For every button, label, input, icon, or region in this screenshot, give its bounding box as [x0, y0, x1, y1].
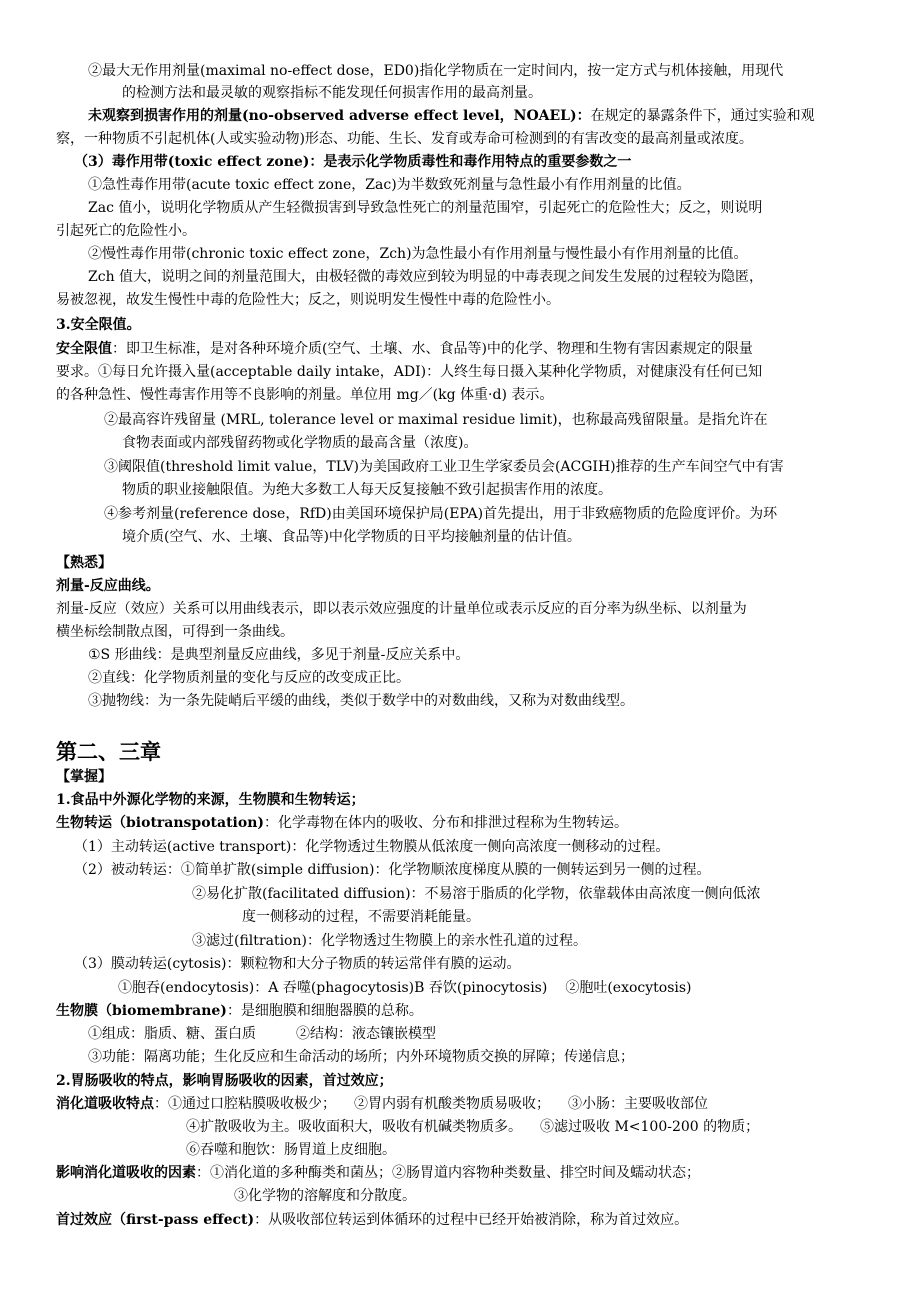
feature-2: ②胃内弱有机酸类物质易吸收；: [354, 1096, 550, 1112]
composition: ①组成：脂质、糖、蛋白质: [88, 1026, 256, 1042]
text-line: Zac 值小，说明化学物质从产生轻微损害到导致急性死亡的剂量范围窄，引起死亡的危险性大；反之，则说明: [88, 200, 763, 216]
term-absorption-features: 消化道吸收特点: [56, 1096, 154, 1112]
text-line: ②最大无作用剂量(maximal no-effect dose，ED0)指化学物质在一定时间内，按一定方式与机体接触，用现代: [88, 63, 784, 79]
text-line: ②慢性毒作用带(chronic toxic effect zone，Zch)为急性最小有作用剂量与慢性最小有作用剂量的比值。: [88, 246, 748, 262]
text-line: ②易化扩散(facilitated diffusion)：不易溶于脂质的化学物，依靠载体由高浓度一侧向低浓: [192, 886, 761, 902]
text-line: （3）膜动转运(cytosis)：颗粒物和大分子物质的转运常伴有膜的运动。: [74, 956, 521, 972]
section-heading-safety-limit: 3.安全限值。: [56, 317, 141, 333]
definition: ：①消化道的多种酶类和菌丛；②肠胃道内容物种类数量、排空时间及蠕动状态；: [196, 1165, 700, 1181]
section-heading-biotransport: 1.食品中外源化学物的来源，生物膜和生物转运；: [56, 792, 365, 808]
text-line: 横坐标绘制散点图，可得到一条曲线。: [56, 624, 294, 640]
chapter-heading: 第二、三章: [56, 739, 161, 764]
subheading-toxic-zone: （3）毒作用带(toxic effect zone)：是表示化学物质毒性和毒作用特点的重要参数之一: [74, 154, 632, 170]
text-line: [56, 1002, 870, 1020]
term-noael: 未观察到损害作用的剂量(no-observed adverse effect level，NOAEL)：: [88, 108, 591, 124]
text-line: 引起死亡的危险性小。: [56, 223, 196, 239]
text-line: ③滤过(filtration)：化学物透过生物膜上的亲水性孔道的过程。: [192, 933, 587, 949]
text-line: ③阈限值(threshold limit value，TLV)为美国政府工业卫生学家委员会(ACGIH)推荐的生产车间空气中有害: [104, 459, 784, 475]
definition: ：即卫生标准，是对各种环境介质(空气、土壤、水、食品等)中的化学、物理和生物有害因素规定的限量: [112, 341, 753, 357]
tag-master: 【掌握】: [56, 769, 112, 785]
feature-5: ⑤滤过吸收 M<100-200 的物质；: [540, 1119, 760, 1135]
text-line: ③化学物的溶解度和分散度。: [234, 1188, 416, 1204]
text-line: ②最高容许残留量 (MRL, tolerance level or maximal residue limit)，也称最高残留限量。是指允许在: [104, 412, 768, 428]
text-line: [88, 1025, 870, 1043]
section-heading-absorption: 2.胃肠吸收的特点，影响胃肠吸收的因素，首过效应；: [56, 1073, 393, 1089]
text-line: ①S 形曲线：是典型剂量反应曲线，多见于剂量-反应关系中。: [88, 647, 470, 663]
text-line: 度一侧移动的过程，不需要消耗能量。: [242, 909, 480, 925]
text-line: [56, 1164, 870, 1182]
feature-4: ④扩散吸收为主。吸收面积大，吸收有机碱类物质多。: [186, 1119, 522, 1135]
text-line: [118, 979, 870, 997]
tag-familiar: 【熟悉】: [56, 555, 112, 571]
term-first-pass: 首过效应（first-pass effect): [56, 1212, 255, 1228]
text-line: 食物表面或内部残留药物或化学物质的最高含量（浓度)。: [122, 435, 478, 451]
text-line: ⑥吞噬和胞饮：肠胃道上皮细胞。: [186, 1142, 396, 1158]
definition: 在规定的暴露条件下，通过实验和观: [590, 108, 815, 124]
text-line: （2）被动转运：①简单扩散(simple diffusion)：化学物顺浓度梯度从膜的一侧转运到另一侧的过程。: [74, 862, 711, 878]
definition: ：是细胞膜和细胞器膜的总称。: [226, 1003, 423, 1019]
definition: ：化学毒物在体内的吸收、分布和排泄过程称为生物转运。: [264, 815, 629, 831]
text-line: 物质的职业接触限值。为绝大多数工人每天反复接触不致引起损害作用的浓度。: [122, 482, 612, 498]
text-line: 境介质(空气、水、土壤、食品等)中化学物质的日平均接触剂量的估计值。: [122, 529, 581, 545]
text-line: [56, 340, 870, 358]
text-line: [88, 107, 870, 125]
text-line: [186, 1118, 870, 1136]
term-biomembrane: 生物膜（biomembrane): [56, 1003, 227, 1019]
definition: ：从吸收部位转运到体循环的过程中已经开始被消除，称为首过效应。: [254, 1212, 689, 1228]
text-line: 的检测方法和最灵敏的观察指标不能发现任何损害作用的最高剂量。: [122, 85, 542, 101]
text-line: 剂量-反应（效应）关系可以用曲线表示，即以表示效应强度的计量单位或表示反应的百分率为纵坐标、以剂量为: [56, 601, 747, 617]
exocytosis: ②胞吐(exocytosis): [565, 980, 692, 996]
term-safety-limit: 安全限值: [56, 341, 112, 357]
text-line: ①急性毒作用带(acute toxic effect zone，Zac)为半数致死剂量与急性最小有作用剂量的比值。: [88, 177, 691, 193]
text-line: Zch 值大，说明之间的剂量范围大，由极轻微的毒效应到较为明显的中毒表现之间发生发展的过程较为隐匿，: [88, 269, 764, 285]
text-line: 察，一种物质不引起机体(人或实验动物)形态、功能、生长、发育或寿命可检测到的有害改变的最高剂量或浓度。: [56, 131, 753, 147]
structure: ②结构：液态镶嵌模型: [296, 1026, 436, 1042]
text-line: ④参考剂量(reference dose，RfD)由美国环境保护局(EPA)首先提出，用于非致癌物质的危险度评价。为环: [104, 506, 778, 522]
text-line: 要求。①每日允许摄入量(acceptable daily intake，ADI)：人终生每日摄入某种化学物质，对健康没有任何已知: [56, 364, 763, 380]
term-absorption-factors: 影响消化道吸收的因素: [56, 1165, 196, 1181]
feature-1: ：①通过口腔粘膜吸收极少；: [154, 1096, 336, 1112]
text-line: ③功能：隔离功能；生化反应和生命活动的场所；内外环境物质交换的屏障；传递信息；: [88, 1049, 634, 1065]
text-line: [56, 814, 870, 832]
text-line: 易被忽视，故发生慢性中毒的危险性大；反之，则说明发生慢性中毒的危险性小。: [56, 292, 560, 308]
section-heading-dose-response: 剂量-反应曲线。: [56, 578, 160, 594]
text-line: 的各种急性、慢性毒害作用等不良影响的剂量。单位用 mg／(kg 体重·d) 表示。: [56, 387, 554, 403]
term-biotransport: 生物转运（biotranspotation): [56, 815, 265, 831]
feature-3: ③小肠：主要吸收部位: [568, 1096, 708, 1112]
endocytosis: ①胞吞(endocytosis)：A 吞噬(phagocytosis)B 吞饮(pinocytosis): [118, 980, 548, 996]
text-line: ③抛物线：为一条先陡峭后平缓的曲线，类似于数学中的对数曲线，又称为对数曲线型。: [88, 693, 634, 709]
text-line: [56, 1095, 870, 1113]
text-line: [56, 1211, 870, 1229]
text-line: （1）主动转运(active transport)：化学物透过生物膜从低浓度一侧向高浓度一侧移动的过程。: [74, 839, 670, 855]
text-line: ②直线：化学物质剂量的变化与反应的改变成正比。: [88, 670, 410, 686]
